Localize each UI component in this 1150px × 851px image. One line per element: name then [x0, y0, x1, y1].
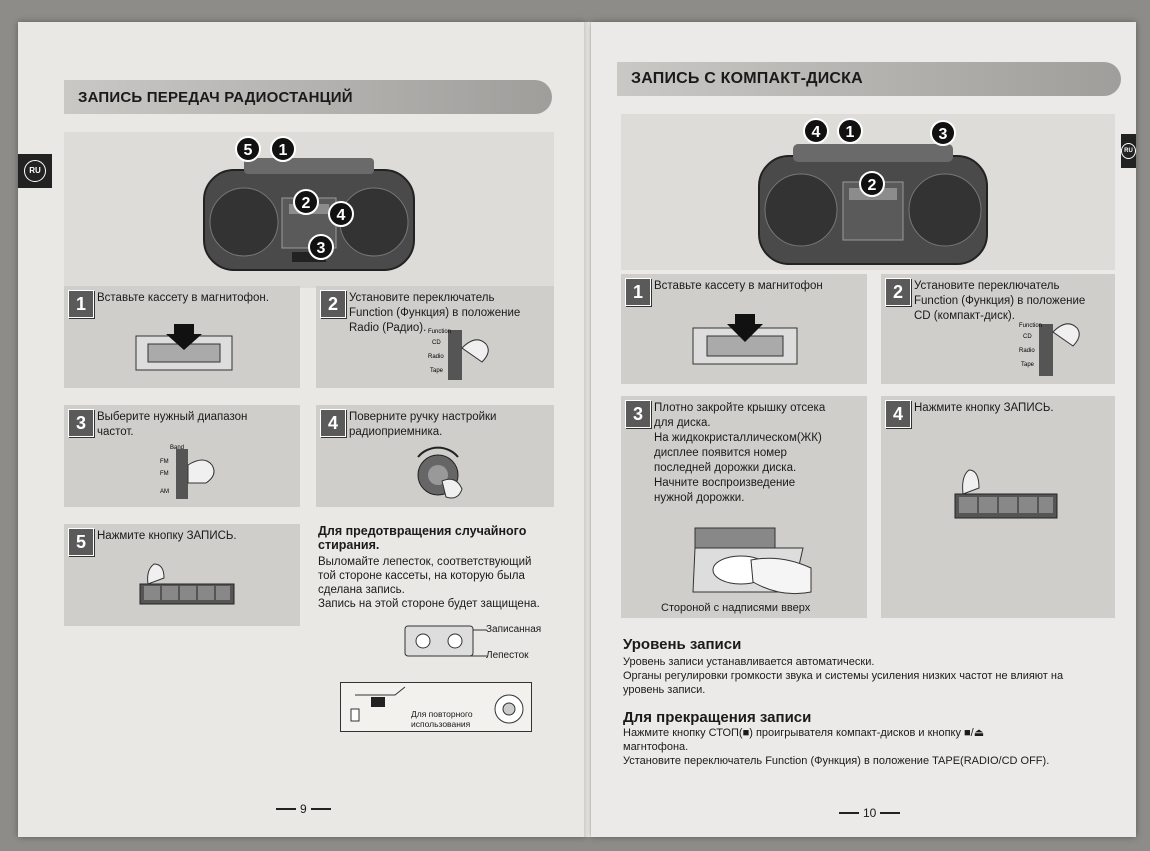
callout-3 — [931, 121, 955, 145]
page-number: 10 — [839, 806, 900, 820]
step-number: 1 — [625, 278, 651, 306]
step-number: 3 — [625, 400, 651, 428]
callout-1 — [271, 137, 295, 161]
callouts-left — [233, 134, 403, 264]
svg-text:AM: AM — [160, 489, 169, 495]
disc-caption: Стороной с надписями вверх — [661, 602, 811, 614]
step-text: Вставьте кассету в магнитофон — [654, 280, 823, 292]
callout-4 — [804, 119, 828, 143]
disc-insert-icon — [691, 524, 821, 598]
step-2-panel — [881, 274, 1115, 384]
svg-text:2: 2 — [867, 177, 877, 194]
step-number: 2 — [885, 278, 911, 306]
tuning-knob-icon — [412, 445, 472, 505]
svg-text:Tape: Tape — [1021, 362, 1035, 368]
svg-text:2: 2 — [301, 195, 311, 212]
callouts-right — [801, 116, 971, 206]
rerecord-illustration — [340, 682, 532, 732]
callout-4 — [329, 202, 353, 226]
step-text: Установите переключатель Function (Функция) в положение Radio (Радио). — [349, 292, 521, 334]
cassette-insert-icon — [134, 324, 234, 374]
svg-text:Tape: Tape — [430, 368, 444, 374]
step-text: Вставьте кассету в магнитофон. — [97, 292, 269, 304]
language-badge: RU — [1121, 134, 1136, 168]
step-text: Плотно закройте крышку отсека для диска. На жидкокристаллическом(ЖК) дисплее появится номер последней дорожки диска. Начните воспроизведение нужной дорожки. — [654, 402, 826, 504]
callout-2 — [294, 190, 318, 214]
callout-3 — [309, 235, 333, 259]
step-4-panel — [881, 396, 1115, 618]
svg-text:FM: FM — [160, 471, 169, 477]
step-4-panel — [316, 405, 554, 507]
cassette-insert-icon — [691, 314, 801, 368]
record-level-text: Уровень записи устанавливается автоматически. Органы регулировки громкости звука и системы усиления низких частот не влияют на уровень записи. — [623, 656, 1064, 696]
stop-recording-text: Нажмите кнопку СТОП(■) проигрывателя компакт-дисков и кнопку ■/⏏ магнтофона. Установите переключатель Function (Функция) в положение TAPE(RADIO/CD OFF). — [623, 727, 1050, 767]
callout-2 — [860, 172, 884, 196]
step-1-panel — [64, 286, 300, 388]
label-tab: Лепесток — [486, 650, 529, 661]
record-button-icon — [953, 468, 1063, 528]
label-recorded: Записанная — [486, 624, 542, 635]
svg-text:3: 3 — [316, 240, 326, 257]
section-header-radio: ЗАПИСЬ ПЕРЕДАЧ РАДИОСТАНЦИЙ — [64, 80, 552, 114]
step-text: Нажмите кнопку ЗАПИСЬ. — [97, 530, 237, 542]
svg-text:Function: Function — [428, 329, 452, 335]
step-3-panel — [621, 396, 867, 618]
svg-text:5: 5 — [243, 142, 253, 159]
step-3-panel — [64, 405, 300, 507]
protection-title: Для предотвращения случайного стирания. — [318, 524, 527, 552]
svg-text:Radio: Radio — [1019, 348, 1035, 354]
svg-text:FM: FM — [160, 459, 169, 465]
page-number: 9 — [276, 802, 331, 816]
svg-text:4: 4 — [811, 124, 821, 141]
step-number: 4 — [320, 409, 346, 437]
language-badge: RU — [18, 154, 52, 188]
function-switch-icon — [1019, 318, 1099, 378]
function-switch-icon — [428, 324, 508, 382]
step-number: 4 — [885, 400, 911, 428]
svg-text:CD: CD — [1023, 334, 1032, 340]
svg-text:Band: Band — [170, 445, 185, 451]
svg-text:1: 1 — [278, 142, 288, 159]
step-text: Выберите нужный диапазон частот. — [97, 411, 248, 438]
section-header-cd: ЗАПИСЬ С КОМПАКТ-ДИСКА — [617, 62, 1121, 96]
step-1-panel — [621, 274, 867, 384]
callout-5 — [236, 137, 260, 161]
record-button-icon — [138, 562, 238, 612]
step-number: 3 — [68, 409, 94, 437]
callout-1 — [838, 119, 862, 143]
protection-text: Выломайте лепесток, соответствующий той стороне кассеты, на которую была сделана запись. Запись на этой стороне будет защищена. — [318, 556, 540, 610]
step-text: Нажмите кнопку ЗАПИСЬ. — [914, 402, 1054, 414]
svg-text:CD: CD — [432, 340, 441, 346]
step-number: 5 — [68, 528, 94, 556]
step-number: 2 — [320, 290, 346, 318]
step-number: 1 — [68, 290, 94, 318]
band-switch-icon — [160, 443, 230, 503]
svg-text:Function: Function — [1019, 323, 1043, 329]
svg-text:Radio: Radio — [428, 354, 444, 360]
svg-text:4: 4 — [336, 207, 346, 224]
label-rerecord: Для повторного использования — [411, 709, 473, 729]
right-page — [591, 22, 1136, 837]
step-5-panel — [64, 524, 300, 626]
step-2-panel — [316, 286, 554, 388]
left-page — [18, 22, 586, 837]
step-text: Установите переключатель Function (Функция) в положение CD (компакт-диск). — [914, 280, 1086, 322]
record-level-title: Уровень записи — [623, 636, 742, 653]
svg-text:3: 3 — [938, 126, 948, 143]
stop-recording-title: Для прекращения записи — [623, 709, 812, 726]
svg-text:1: 1 — [845, 124, 855, 141]
step-text: Поверните ручку настройки радиоприемника. — [349, 411, 497, 438]
